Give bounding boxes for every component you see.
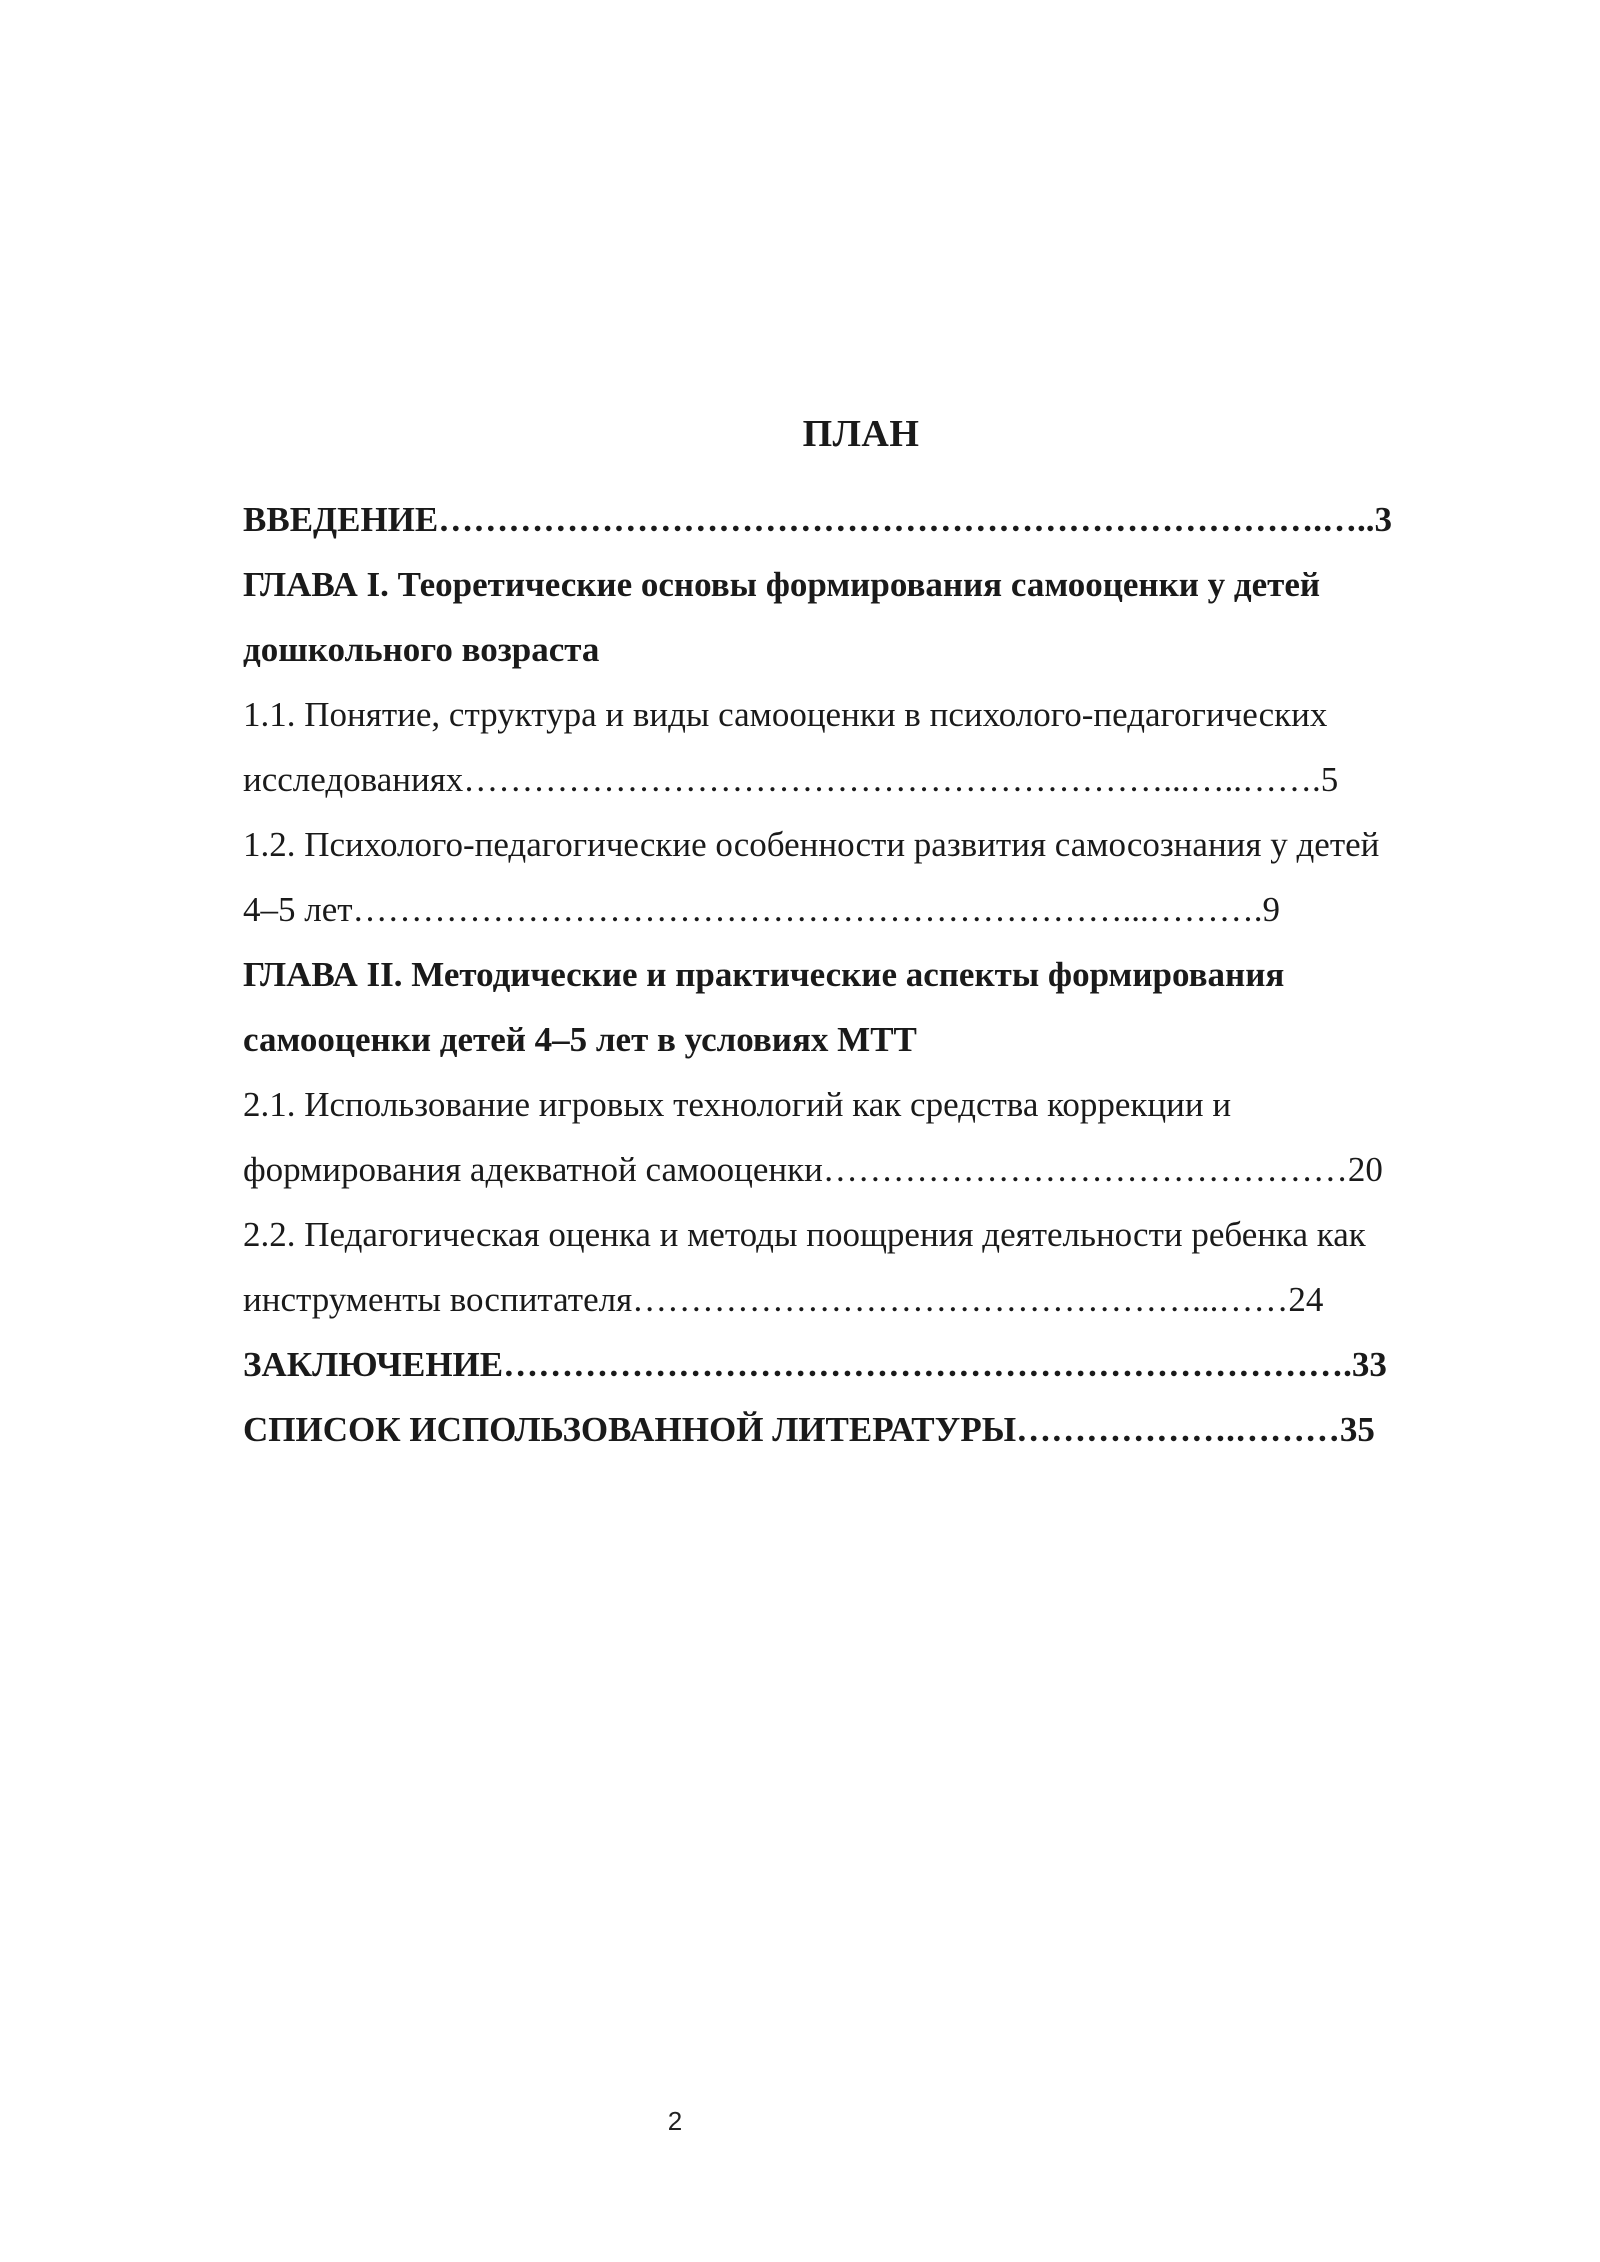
toc-entry-section-1-2-continued: 4–5 лет…………………………………………………………...……….9 bbox=[243, 890, 1281, 929]
toc-entry-chapter-1: ГЛАВА I. Теоретические основы формирования самооценки у детей bbox=[243, 565, 1321, 604]
toc-entry-bibliography: СПИСОК ИСПОЛЬЗОВАННОЙ ЛИТЕРАТУРЫ……………….………35 bbox=[243, 1410, 1375, 1449]
page-title: ПЛАН bbox=[802, 413, 920, 455]
table-of-contents bbox=[243, 487, 1483, 1462]
toc-entry-section-2-1-continued: формирования адекватной самооценки………………………………………20 bbox=[243, 1150, 1383, 1189]
toc-entry-section-2-2-continued: инструменты воспитателя…………………………………………...……24 bbox=[243, 1280, 1324, 1319]
toc-entry-chapter-2: ГЛАВА II. Методические и практические аспекты формирования bbox=[243, 955, 1285, 994]
toc-entry-chapter-2-continued: самооценки детей 4–5 лет в условиях МТТ bbox=[243, 1020, 917, 1059]
toc-entry-introduction: ВВЕДЕНИЕ………………………………………………………………….…..3 bbox=[243, 500, 1393, 539]
toc-entry-chapter-1-continued: дошкольного возраста bbox=[243, 630, 600, 669]
toc-entry-section-2-2: 2.2. Педагогическая оценка и методы поощрения деятельности ребенка как bbox=[243, 1215, 1366, 1254]
page-number: 2 bbox=[667, 2106, 683, 2136]
toc-entry-section-2-1: 2.1. Использование игровых технологий как средства коррекции и bbox=[243, 1085, 1232, 1124]
toc-entry-section-1-2: 1.2. Психолого-педагогические особенности развития самосознания у детей bbox=[243, 825, 1380, 864]
toc-entry-section-1-1-continued: исследованиях……………………………………………………...…..…….5 bbox=[243, 760, 1339, 799]
toc-entry-conclusion: ЗАКЛЮЧЕНИЕ……………………………………………………………….33 bbox=[243, 1345, 1387, 1384]
toc-entry-section-1-1: 1.1. Понятие, структура и виды самооценки в психолого-педагогических bbox=[243, 695, 1328, 734]
